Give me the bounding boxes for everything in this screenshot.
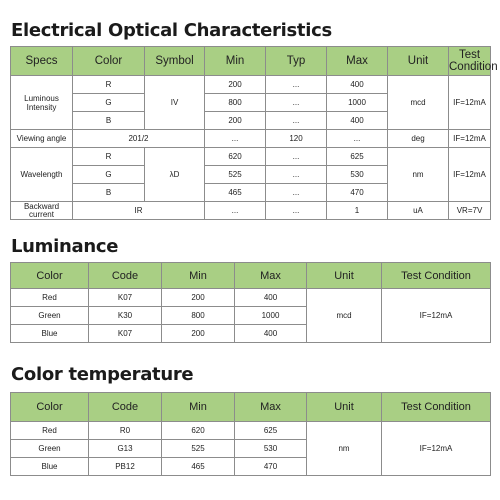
condition-cell: IF=12mA [382, 289, 491, 343]
code-cell: R0 [89, 422, 162, 440]
min-cell: 200 [205, 76, 266, 94]
color-cell: Red [11, 422, 89, 440]
min-cell: 525 [162, 440, 235, 458]
spec-cell: Luminous Intensity [11, 76, 73, 130]
code-cell: G13 [89, 440, 162, 458]
max-cell: 625 [327, 148, 388, 166]
max-cell: ... [327, 130, 388, 148]
table-header-row [11, 263, 491, 289]
typ-cell: ... [266, 148, 327, 166]
color-cell: Blue [11, 458, 89, 476]
typ-cell: ... [266, 166, 327, 184]
condition-cell: IF=12mA [449, 76, 491, 130]
min-cell: 620 [205, 148, 266, 166]
color-temperature-title: Color temperature [11, 364, 194, 385]
max-cell: 400 [235, 289, 307, 307]
column-header: Color [73, 47, 145, 76]
min-cell: ... [205, 130, 266, 148]
spec-cell: Wavelength [11, 148, 73, 202]
table-row [11, 202, 491, 220]
typ-cell: ... [266, 76, 327, 94]
code-cell: K30 [89, 307, 162, 325]
typ-cell: ... [266, 94, 327, 112]
symbol-cell: λD [145, 148, 205, 202]
code-cell: K07 [89, 325, 162, 343]
eoc-table [10, 46, 498, 220]
eoc-title: Electrical Optical Characteristics [11, 20, 332, 41]
max-cell: 1000 [327, 94, 388, 112]
luminance-title: Luminance [11, 236, 119, 257]
max-cell: 400 [327, 112, 388, 130]
luminance-table [10, 262, 491, 343]
typ-cell: ... [266, 184, 327, 202]
column-header: Test Condition [449, 47, 491, 76]
min-cell: 200 [162, 289, 235, 307]
color-cell: B [73, 184, 145, 202]
color-cell: R [73, 148, 145, 166]
color-cell: Green [11, 440, 89, 458]
color-cell: G [73, 94, 145, 112]
column-header: Min [162, 263, 235, 289]
max-cell: 530 [327, 166, 388, 184]
min-cell: 800 [205, 94, 266, 112]
typ-cell: 120 [266, 130, 327, 148]
column-header: Min [205, 47, 266, 76]
column-header: Color [11, 263, 89, 289]
column-header: Unit [307, 393, 382, 422]
symbol-cell: IV [145, 76, 205, 130]
min-cell: 465 [205, 184, 266, 202]
max-cell: 470 [327, 184, 388, 202]
column-header: Max [235, 393, 307, 422]
table-header-row [11, 393, 491, 422]
unit-cell: mcd [388, 76, 449, 130]
column-header: Unit [388, 47, 449, 76]
condition-cell: IF=12mA [449, 148, 491, 202]
condition-cell: VR=7V [449, 202, 491, 220]
typ-cell: ... [266, 112, 327, 130]
table-row [11, 76, 491, 94]
typ-cell: ... [266, 202, 327, 220]
column-header: Color [11, 393, 89, 422]
max-cell: 625 [235, 422, 307, 440]
min-cell: 200 [162, 325, 235, 343]
color-cell: Blue [11, 325, 89, 343]
max-cell: 470 [235, 458, 307, 476]
unit-cell: nm [388, 148, 449, 202]
column-header: Max [327, 47, 388, 76]
column-header: Test Condition [382, 393, 491, 422]
color-cell: Green [11, 307, 89, 325]
column-header: Test Condition [382, 263, 491, 289]
min-cell: ... [205, 202, 266, 220]
color-temperature-table [10, 392, 491, 476]
max-cell: 1000 [235, 307, 307, 325]
column-header: Symbol [145, 47, 205, 76]
column-header: Min [162, 393, 235, 422]
column-header: Specs [11, 47, 73, 76]
max-cell: 530 [235, 440, 307, 458]
unit-cell: deg [388, 130, 449, 148]
min-cell: 800 [162, 307, 235, 325]
code-cell: PB12 [89, 458, 162, 476]
min-cell: 200 [205, 112, 266, 130]
column-header: Unit [307, 263, 382, 289]
column-header: Code [89, 263, 162, 289]
spec-cell: Backward current [11, 202, 73, 220]
table-row [11, 289, 491, 307]
code-cell: K07 [89, 289, 162, 307]
column-header: Code [89, 393, 162, 422]
min-cell: 620 [162, 422, 235, 440]
column-header: Typ [266, 47, 327, 76]
max-cell: 400 [235, 325, 307, 343]
symbol-cell: 201/2 [73, 130, 205, 148]
condition-cell: IF=12mA [382, 422, 491, 476]
symbol-cell: IR [73, 202, 205, 220]
table-row [11, 148, 491, 166]
column-header: Max [235, 263, 307, 289]
table-header-row [11, 47, 491, 76]
color-cell: Red [11, 289, 89, 307]
table-row [11, 422, 491, 440]
unit-cell: mcd [307, 289, 382, 343]
min-cell: 465 [162, 458, 235, 476]
unit-cell: uA [388, 202, 449, 220]
max-cell: 400 [327, 76, 388, 94]
unit-cell: nm [307, 422, 382, 476]
condition-cell: IF=12mA [449, 130, 491, 148]
color-cell: B [73, 112, 145, 130]
max-cell: 1 [327, 202, 388, 220]
color-cell: R [73, 76, 145, 94]
color-cell: G [73, 166, 145, 184]
spec-cell: Viewing angle [11, 130, 73, 148]
min-cell: 525 [205, 166, 266, 184]
table-row [11, 130, 491, 148]
